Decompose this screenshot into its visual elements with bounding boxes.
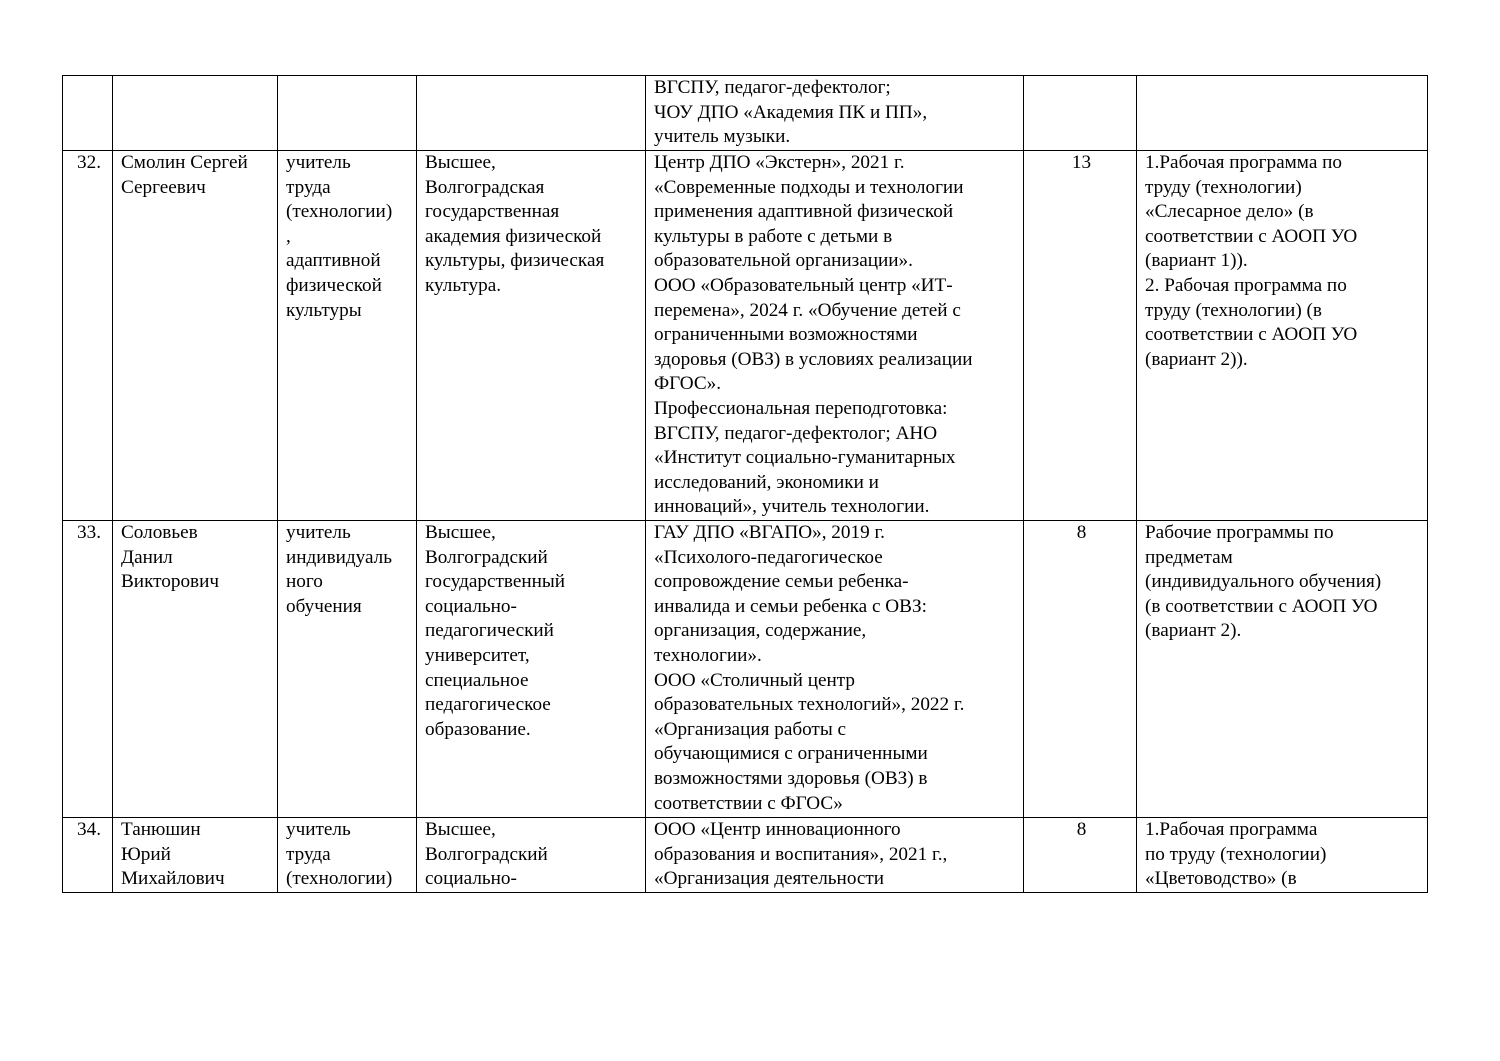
cell-text-line: сопровождение семьи ребенка- [654, 571, 909, 593]
cell-text-line: технологии». [654, 644, 762, 666]
cell-text-line: культуры [286, 299, 362, 321]
cell-text-line: ВГСПУ, педагог-дефектолог; АНО [654, 422, 938, 444]
cell-text-line: Данил [121, 546, 173, 568]
cell-text-line: организация, содержание, [654, 620, 867, 642]
position-cell [278, 151, 417, 521]
cell-text-line: ФГОС». [654, 373, 722, 395]
cell-text-line: учитель [286, 522, 351, 543]
training-cell [646, 151, 1024, 521]
cell-text-line: специальное [425, 669, 529, 691]
cell-text-line: ограниченными возможностями [654, 324, 918, 346]
cell-text-line: педагогическое [425, 694, 551, 716]
cell-text-line: ВГСПУ, педагог-дефектолог; [654, 77, 891, 98]
programs-cell [1137, 151, 1428, 521]
programs-cell [1137, 521, 1428, 818]
table-row [63, 151, 1428, 521]
cell-text-line: 1.Рабочая программа по [1145, 152, 1342, 173]
cell-text-line: Танюшин [121, 819, 201, 840]
staff-table [62, 75, 1428, 893]
cell-text-line: (технологии) [286, 868, 393, 890]
row-number-cell: 33. [63, 521, 113, 818]
cell-text-line: педагогический [425, 620, 554, 642]
education-cell [417, 818, 646, 893]
position-cell [278, 818, 417, 893]
cell-text-line: Смолин Сергей [121, 152, 248, 173]
cell-text-line: (вариант 1)). [1145, 250, 1248, 272]
cell-text-line: Высшее, [425, 522, 496, 543]
cell-text-line: образовательной организации». [654, 250, 913, 272]
cell-text-line: культуры, физическая [425, 250, 605, 272]
cell-text-line: здоровья (ОВЗ) в условиях реализации [654, 348, 973, 370]
cell-text-line: соответствии с ФГОС» [654, 792, 843, 814]
cell-text-line: (вариант 2)). [1145, 348, 1248, 370]
cell-text-line: перемена», 2024 г. «Обучение детей с [654, 299, 961, 321]
cell-text-line: Юрий [121, 843, 171, 865]
cell-text-line: 2. Рабочая программа по [1145, 274, 1347, 296]
cell-text-line: Высшее, [425, 152, 496, 173]
cell-text-line: инноваций», учитель технологии. [654, 496, 930, 518]
cell-text-line: социально- [425, 595, 517, 617]
cell-text-line: исследований, экономики и [654, 471, 879, 493]
cell-text-line: (индивидуального обучения) [1145, 571, 1382, 593]
cell-text-line: учитель [286, 819, 351, 840]
cell-text-line: (вариант 2). [1145, 620, 1242, 642]
cell-text-line: культуры в работе с детьми в [654, 225, 893, 247]
cell-text-line: труду (технологии) (в [1145, 299, 1322, 321]
programs-cell [1137, 818, 1428, 893]
cell-text-line: социально- [425, 868, 517, 890]
cell-text-line: предметам [1145, 546, 1233, 568]
table-row [63, 818, 1428, 893]
cell-text-line: Михайлович [121, 868, 225, 890]
cell-text-line: труда [286, 176, 331, 198]
cell-text-line: образование. [425, 718, 531, 740]
name-cell [113, 521, 278, 818]
cell-text-line: Центр ДПО «Экстерн», 2021 г. [654, 152, 905, 173]
education-cell [417, 521, 646, 818]
experience-years-cell: 13 [1024, 151, 1137, 521]
cell-text-line: образовательных технологий», 2022 г. [654, 694, 965, 716]
cell-text-line: Рабочие программы по [1145, 522, 1334, 543]
cell-text-line: Викторович [121, 571, 220, 593]
cell-text-line: Сергеевич [121, 176, 206, 198]
cell-text-line: по труду (технологии) [1145, 843, 1327, 865]
cell-text-line: «Цветоводство» (в [1145, 868, 1297, 890]
cell-text-line: ГАУ ДПО «ВГАПО», 2019 г. [654, 522, 885, 543]
cell-text-line: Профессиональная переподготовка: [654, 397, 948, 419]
programs-cell [1137, 76, 1428, 151]
experience-years-cell: 8 [1024, 818, 1137, 893]
cell-text-line: возможностями здоровья (ОВЗ) в [654, 767, 928, 789]
cell-text-line: обучающимися с ограниченными [654, 743, 928, 765]
cell-text-line: «Слесарное дело» (в [1145, 201, 1314, 223]
cell-text-line: , [286, 225, 291, 247]
cell-text-line: инвалида и семьи ребенка с ОВЗ: [654, 595, 927, 617]
cell-text-line: Волгоградский [425, 843, 548, 865]
cell-text-line: «Организация деятельности [654, 868, 885, 890]
cell-text-line: Высшее, [425, 819, 496, 840]
cell-text-line: образования и воспитания», 2021 г., [654, 843, 948, 865]
cell-text-line: (технологии) [286, 201, 393, 223]
cell-text-line: соответствии с АООП УО [1145, 225, 1358, 247]
row-number-cell [63, 76, 113, 151]
name-cell [113, 151, 278, 521]
cell-text-line: ного [286, 571, 323, 593]
cell-text-line: академия физической [425, 225, 602, 247]
education-cell [417, 151, 646, 521]
cell-text-line: ООО «Центр инновационного [654, 819, 901, 840]
staff-table-body [63, 76, 1428, 893]
name-cell [113, 76, 278, 151]
table-row [63, 76, 1428, 151]
cell-text-line: применения адаптивной физической [654, 201, 954, 223]
cell-text-line: государственная [425, 201, 560, 223]
cell-text-line: физической [286, 274, 382, 296]
cell-text-line: ЧОУ ДПО «Академия ПК и ПП», [654, 101, 928, 123]
table-row [63, 521, 1428, 818]
cell-text-line: ООО «Образовательный центр «ИТ- [654, 274, 953, 296]
cell-text-line: «Психолого-педагогическое [654, 546, 883, 568]
cell-text-line: учитель [286, 152, 351, 173]
cell-text-line: Соловьев [121, 522, 198, 543]
cell-text-line: (в соответствии с АООП УО [1145, 595, 1378, 617]
training-cell [646, 521, 1024, 818]
cell-text-line: «Институт социально-гуманитарных [654, 447, 956, 469]
experience-years-cell: 8 [1024, 521, 1137, 818]
experience-years-cell [1024, 76, 1137, 151]
cell-text-line: адаптивной [286, 250, 381, 272]
cell-text-line: «Современные подходы и технологии [654, 176, 964, 198]
cell-text-line: труда [286, 843, 331, 865]
cell-text-line: университет, [425, 644, 530, 666]
training-cell [646, 818, 1024, 893]
cell-text-line: Волгоградская [425, 176, 545, 198]
name-cell [113, 818, 278, 893]
row-number-cell: 32. [63, 151, 113, 521]
cell-text-line: труду (технологии) [1145, 176, 1302, 198]
training-cell [646, 76, 1024, 151]
cell-text-line: Волгоградский [425, 546, 548, 568]
cell-text-line: государственный [425, 571, 566, 593]
position-cell [278, 76, 417, 151]
education-cell [417, 76, 646, 151]
cell-text-line: индивидуаль [286, 546, 393, 568]
cell-text-line: обучения [286, 595, 362, 617]
cell-text-line: «Организация работы с [654, 718, 847, 740]
row-number-cell: 34. [63, 818, 113, 893]
cell-text-line: 1.Рабочая программа [1145, 819, 1318, 840]
cell-text-line: ООО «Столичный центр [654, 669, 855, 691]
position-cell [278, 521, 417, 818]
cell-text-line: культура. [425, 274, 502, 296]
cell-text-line: соответствии с АООП УО [1145, 324, 1358, 346]
cell-text-line: учитель музыки. [654, 126, 791, 148]
